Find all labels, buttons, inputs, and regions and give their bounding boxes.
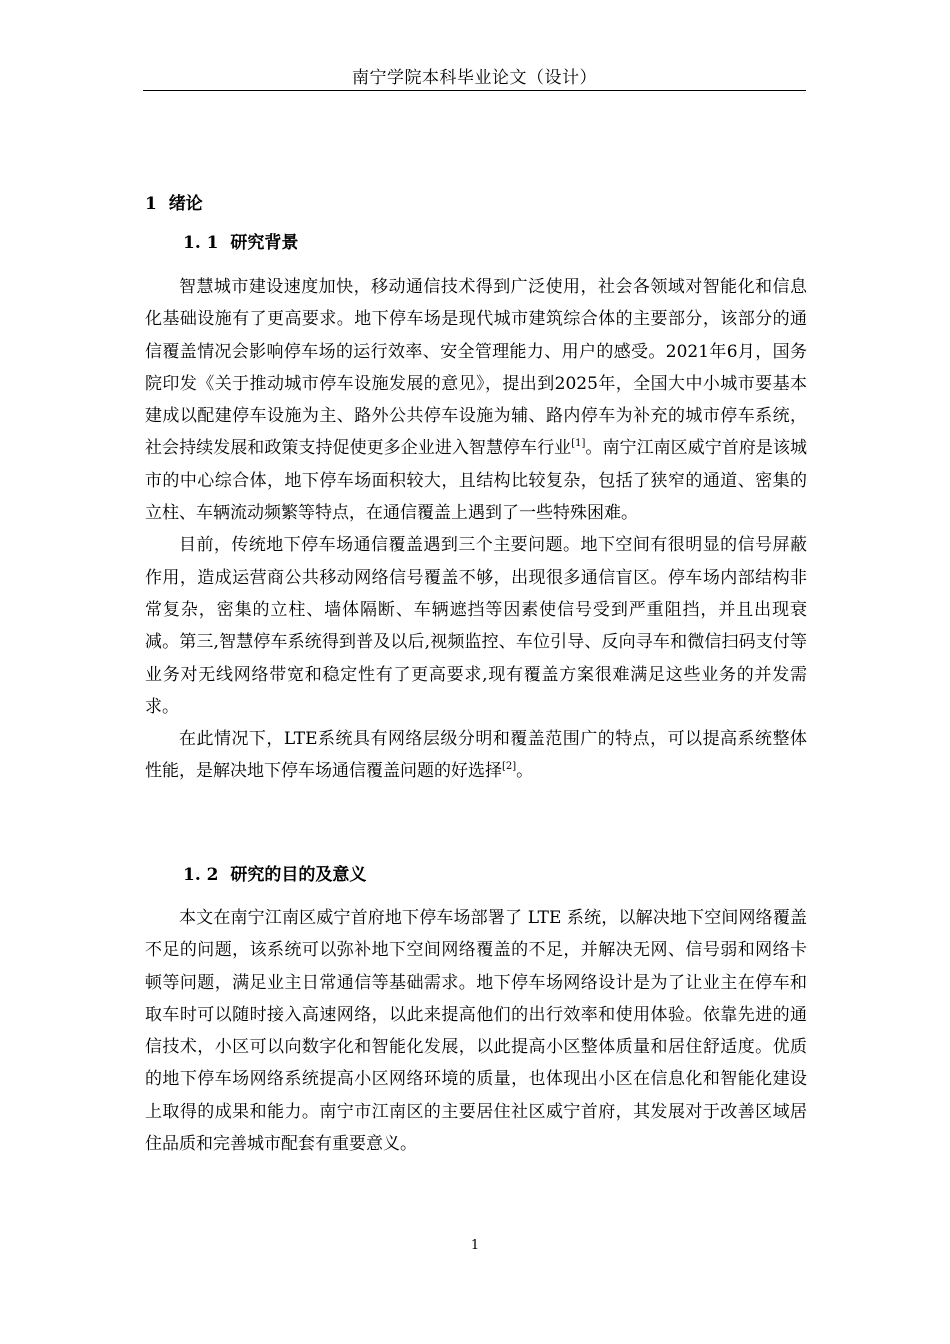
- paragraph-text: 本文在南宁江南区威宁首府地下停车场部署了 LTE 系统，以解决地下空间网络覆盖不足的问题，该系统可以弥补地下空间网络覆盖的不足，并解决无网、信号弱和网络卡顿等问题，满足业主日常通信等基础需求。地下停车场网络设计是为了让业主在停车和取车时可以随时接入高速网络，以此来提高他们的出行效率和使用体验。依靠先进的通信技术，小区可以向数字化和智能化发展，以此提高小区整体质量和居住舒适度。优质的地下停车场网络系统提高小区网络环境的质量，也体现出小区在信息化和智能化建设上取得的成果和能力。南宁市江南区的主要居住社区威宁首府，其发展对于改善区域居住品质和完善城市配套有重要意义。: [145, 908, 807, 1155]
- section-title: 研究背景: [230, 233, 299, 253]
- paragraph-background-2: [145, 529, 807, 723]
- section-body-1-2: [145, 902, 807, 1160]
- paragraph-purpose-1: [145, 902, 807, 1160]
- paragraph-background-3: [145, 723, 807, 788]
- chapter-heading: [145, 191, 203, 217]
- header-rule: [143, 90, 806, 91]
- section-number: 1. 1: [183, 233, 219, 253]
- chapter-title: 绪论: [168, 194, 203, 214]
- paragraph-text: 在此情况下，LTE系统具有网络层级分明和覆盖范围广的特点，可以提高系统整体性能，是解决地下停车场通信覆盖问题的好选择: [145, 729, 807, 782]
- section-body-1-1: [145, 271, 807, 788]
- paragraph-text-tail: 。南宁江南区威宁首府是该城市的中心综合体，地下停车场面积较大，且结构比较复杂，包括了狭窄的通道、密集的立柱、车辆流动频繁等特点，在通信覆盖上遇到了一些特殊困难。: [145, 438, 808, 524]
- paragraph-background-1: [145, 271, 807, 529]
- section-number: 1. 2: [183, 865, 219, 885]
- section-heading-1-2: [183, 862, 366, 888]
- section-title: 研究的目的及意义: [230, 865, 367, 885]
- citation-marker: [1]: [571, 438, 586, 450]
- citation-marker: [2]: [502, 761, 517, 773]
- paragraph-text: 智慧城市建设速度加快，移动通信技术得到广泛使用，社会各领域对智能化和信息化基础设施有了更高要求。地下停车场是现代城市建筑综合体的主要部分，该部分的通信覆盖情况会影响停车场的运行效率、安全管理能力、用户的感受。2021年6月，国务院印发《关于推动城市停车设施发展的意见》，提出到2025年，全国大中小城市要基本建成以配建停车设施为主、路外公共停车设施为辅、路内停车为补充的城市停车系统，社会持续发展和政策支持促使更多企业进入智慧停车行业: [145, 277, 807, 459]
- paragraph-text: 目前，传统地下停车场通信覆盖遇到三个主要问题。地下空间有很明显的信号屏蔽作用，造成运营商公共移动网络信号覆盖不够，出现很多通信盲区。停车场内部结构非常复杂，密集的立柱、墙体隔断、车辆遮挡等因素使信号受到严重阻挡，并且出现衰减。第三,智慧停车系统得到普及以后,视频监控、车位引导、反向寻车和微信扫码支付等业务对无线网络带宽和稳定性有了更高要求,现有覆盖方案很难满足这些业务的并发需求。: [145, 535, 807, 717]
- page-number: 1: [470, 1238, 480, 1253]
- paragraph-text-tail: 。: [516, 761, 534, 782]
- page-header: 南宁学院本科毕业论文（设计）: [352, 68, 597, 88]
- chapter-number: 1: [145, 194, 157, 214]
- section-heading-1-1: [183, 230, 298, 256]
